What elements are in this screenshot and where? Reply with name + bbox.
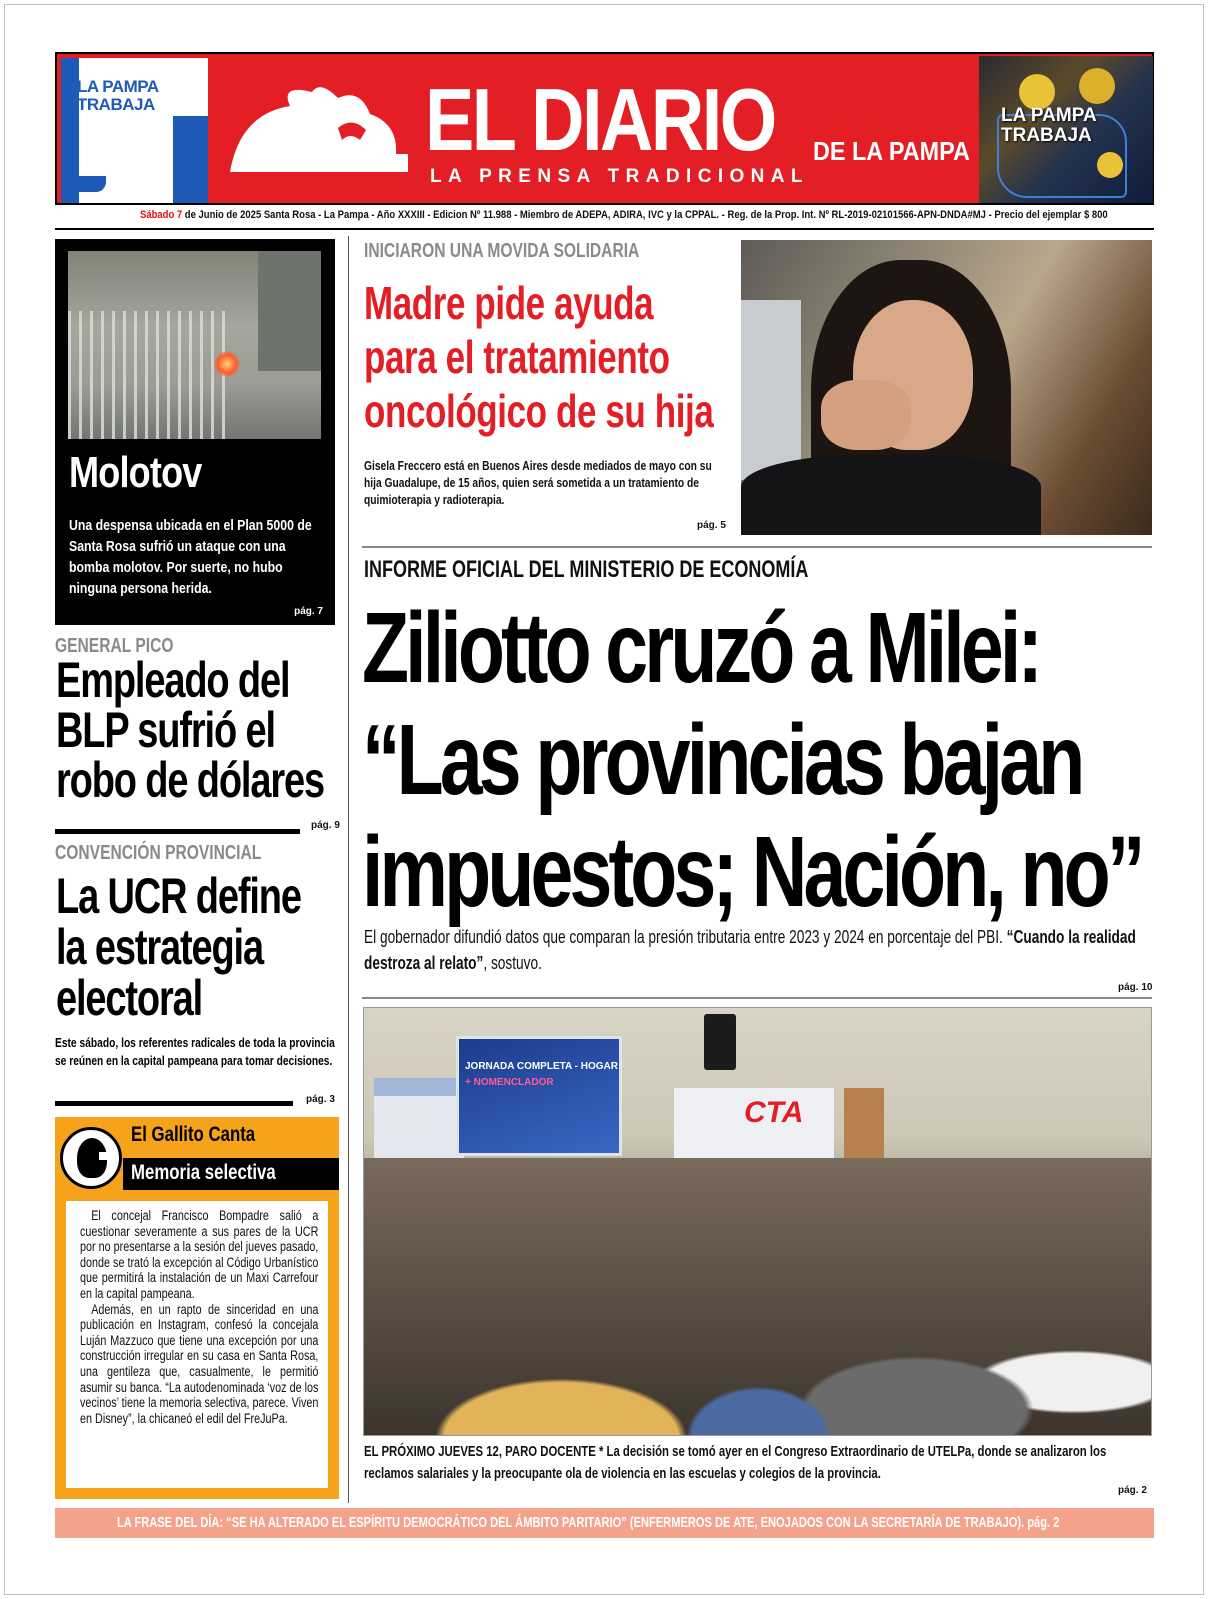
section-divider — [362, 997, 1152, 999]
frase-del-dia-bar — [55, 1508, 1154, 1538]
section-divider — [55, 829, 300, 834]
gallito-text — [80, 1208, 318, 1426]
header-rule — [55, 228, 1154, 230]
screen-line: + NOMENCLADOR — [465, 1077, 554, 1088]
headline-line: La UCR define — [56, 868, 301, 924]
main-headline[interactable] — [362, 592, 1141, 928]
madre-page-ref: pág. 5 — [697, 520, 726, 531]
general-pico-kicker: GENERAL PICO — [55, 635, 174, 657]
section-divider — [362, 546, 1152, 548]
frase-del-dia-text: LA FRASE DEL DÍA: “SE HA ALTERADO EL ESPÍRITU DEMOCRÁTICO DEL ÁMBITO PARITARIO” (ENFERMEROS DE ATE, ENOJADOS CON LA SECRETARÍA DE TRABAJO). pág. 2 — [117, 1514, 1060, 1531]
molotov-story[interactable] — [55, 239, 335, 625]
dateline-day-num: 7 — [176, 209, 183, 221]
newspaper-title: EL DIARIO — [425, 70, 775, 169]
la-pampa-trabaja-logo-left — [61, 58, 208, 203]
masthead — [55, 52, 1154, 205]
main-kicker: INFORME OFICIAL DEL MINISTERIO DE ECONOMÍA — [364, 556, 809, 583]
madre-summary: Gisela Freccero está en Buenos Aires desde mediados de mayo con su hija Guadalupe, de 15 años, quien será sometida a un tratamiento de quimioterapia y radioterapia. — [364, 458, 712, 507]
general-pico-headline[interactable] — [56, 652, 324, 808]
ucr-page-ref: pág. 3 — [306, 1094, 335, 1105]
headline-line: Madre pide ayuda — [364, 277, 654, 329]
newspaper-tagline: LA PRENSA TRADICIONAL — [430, 166, 809, 187]
madre-kicker: INICIARON UNA MOVIDA SOLIDARIA — [364, 240, 640, 262]
la-pampa-trabaja-photo-logo — [979, 56, 1153, 203]
main-summary-quote: “Cuando la realidad destroza al relato” — [364, 927, 1136, 973]
ucr-kicker: CONVENCIÓN PROVINCIAL — [55, 842, 262, 864]
photo-caption — [364, 1441, 1151, 1485]
assembly-photo — [363, 1007, 1152, 1436]
headline-line: oncológico de su hija — [364, 385, 714, 437]
dateline-day: Sábado — [140, 209, 175, 221]
projection-screen — [456, 1036, 622, 1156]
general-pico-page-ref: pág. 9 — [311, 820, 340, 831]
headline-line: “Las provincias bajan — [362, 704, 1082, 816]
caption-text: * La decisión se tomó ayer en el Congreso Extraordinario de UTELPa, donde se analizaron los reclamos salariales y la preocupante ola de violencia en las escuelas y colegios de la provincia. — [364, 1443, 1107, 1482]
sun-fan-logo-icon — [220, 84, 410, 174]
ucr-summary: Este sábado, los referentes radicales de toda la provincia se reúnen en la capital pampeana para tomar decisiones. — [55, 1036, 335, 1068]
ucr-headline[interactable] — [56, 868, 301, 1026]
column-divider — [348, 236, 349, 1503]
logo-right-text: LA PAMPA TRABAJA — [1001, 105, 1096, 146]
molotov-headline: Molotov — [69, 448, 202, 497]
screen-line: JORNADA COMPLETA - HOGAR — [465, 1061, 618, 1072]
dateline — [140, 209, 1108, 221]
logo-left-text: LA PAMPA TRABAJA — [77, 77, 158, 114]
headline-line: impuestos; Nación, no” — [362, 816, 1142, 928]
caption-page-ref: pág. 2 — [1118, 1485, 1147, 1496]
gallito-subtitle: Memoria selectiva — [131, 1161, 276, 1184]
molotov-photo — [68, 251, 321, 439]
main-summary-end: , sostuvo. — [483, 953, 542, 973]
speaker-icon — [704, 1014, 736, 1070]
main-page-ref: pág. 10 — [1118, 982, 1153, 993]
cta-banner-text: CTA — [744, 1096, 804, 1129]
caption-lead: EL PRÓXIMO JUEVES 12, PARO DOCENTE — [364, 1443, 596, 1460]
headline-line: electoral — [56, 970, 203, 1026]
main-summary — [364, 924, 1154, 976]
fire-icon — [214, 351, 240, 377]
rooster-icon — [60, 1127, 122, 1189]
molotov-summary: Una despensa ubicada en el Plan 5000 de Santa Rosa sufrió un ataque con una bomba molotov. Por suerte, no hubo ninguna persona herida. — [69, 517, 312, 597]
gallito-body — [66, 1201, 328, 1488]
gallito-paragraph: El concejal Francisco Bompadre salió a cuestionar severamente a sus pares de la UCR por no presentarse a la sesión del jueves pasado, donde se trató la excepción al Código Urbanístico que permitirá la instalación de un Maxi Carrefour en la capital pampeana. — [80, 1208, 319, 1301]
dateline-details: de Junio de 2025 Santa Rosa - La Pampa - Año XXXIII - Edicion Nº 11.988 - Miembro de ADEPA, ADIRA, IVC y la CPPAL. - Reg. de la Prop. Int. Nº RL-2019-02101566-APN-DNDA#MJ - Precio del ejemplar $ 800 — [184, 209, 1108, 221]
headline-line: Ziliotto cruzó a Milei: — [362, 592, 1040, 704]
section-divider — [55, 1101, 293, 1106]
gallito-paragraph: Además, en un rapto de sinceridad en una publicación en Instagram, confesó la concejala Luján Mazzuco que tiene una excepción por una construcción irregular en su casa en Santa Rosa, una gentileza que, casualmente, le permitió asumir su banca. “La autodenominada ‘voz de los vecinos’ tiene la memoria selectiva, parece. Viven en Disney”, la chicaneó el edil del FreJuPa. — [80, 1301, 319, 1426]
headline-line: BLP sufrió el — [56, 702, 275, 758]
gallito-canta-column — [55, 1117, 339, 1499]
madre-headline[interactable] — [364, 276, 713, 438]
headline-line: para el tratamiento — [364, 331, 670, 383]
headline-line: robo de dólares — [56, 752, 324, 808]
headline-line: Empleado del — [56, 652, 290, 708]
main-summary-plain: El gobernador difundió datos que comparan la presión tributaria entre 2023 y 2024 en porcentaje del PBI. — [364, 927, 1003, 947]
madre-photo — [741, 240, 1152, 535]
headline-line: la estrategia — [56, 919, 263, 975]
newspaper-region: DE LA PAMPA — [813, 136, 970, 166]
gallito-column-name: El Gallito Canta — [131, 1123, 256, 1146]
cta-banner — [674, 1088, 834, 1158]
molotov-page-ref: pág. 7 — [294, 606, 323, 617]
